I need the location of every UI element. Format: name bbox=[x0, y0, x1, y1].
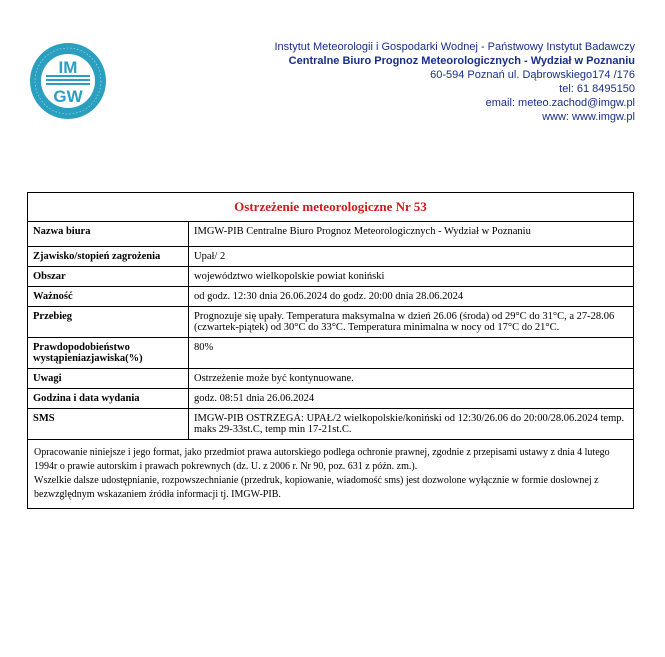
row-label: Przebieg bbox=[28, 307, 189, 338]
phone-line: tel: 61 8495150 bbox=[559, 83, 635, 95]
row-label: Prawdopodobieństwo wystąpieniazjawiska(%) bbox=[28, 338, 189, 369]
row-copyright bbox=[28, 440, 634, 509]
row-label: Zjawisko/stopień zagrożenia bbox=[28, 247, 189, 267]
row-value: IMGW-PIB OSTRZEGA: UPAŁ/2 wielkopolskie/koniński od 12:30/26.06 do 20:00/28.06.2024 temp. maks 29-33st.C, temp min 17-21st.C. bbox=[189, 409, 634, 440]
row-value: 80% bbox=[189, 338, 634, 369]
copyright-paragraph: Opracowanie niniejsze i jego format, jako przedmiot prawa autorskiego podlega ochronie prawnej, zgodnie z przepisami ustawy z dnia 4 lutego 1994r o prawie autorskim i prawach pokrewnych (dz. U. z 2006 r. Nr 90, poz. 631 z późn. zm.). bbox=[34, 447, 610, 472]
row-phenomenon bbox=[28, 247, 634, 267]
row-value: IMGW-PIB Centralne Biuro Prognoz Meteorologicznych - Wydział w Poznaniu bbox=[189, 222, 634, 247]
logo-letters-top: IM bbox=[58, 58, 78, 77]
row-value: godz. 08:51 dnia 26.06.2024 bbox=[189, 389, 634, 409]
row-probability bbox=[28, 338, 634, 369]
warning-title: Ostrzeżenie meteorologiczne Nr 53 bbox=[28, 193, 634, 222]
row-issued bbox=[28, 389, 634, 409]
row-remarks bbox=[28, 369, 634, 389]
www-line: www: www.imgw.pl bbox=[542, 111, 635, 123]
institute-name: Instytut Meteorologii i Gospodarki Wodnej - Państwowy Instytut Badawczy bbox=[274, 41, 635, 53]
imgw-logo bbox=[29, 42, 107, 120]
row-area bbox=[28, 267, 634, 287]
institution-header bbox=[215, 40, 635, 124]
row-office bbox=[28, 222, 634, 247]
row-validity bbox=[28, 287, 634, 307]
row-label: Nazwa biura bbox=[28, 222, 189, 247]
address-line: 60-594 Poznań ul. Dąbrowskiego174 /176 bbox=[430, 69, 635, 81]
row-label: Obszar bbox=[28, 267, 189, 287]
row-label: Ważność bbox=[28, 287, 189, 307]
row-value: Ostrzeżenie może być kontynuowane. bbox=[189, 369, 634, 389]
row-label: SMS bbox=[28, 409, 189, 440]
office-name: Centralne Biuro Prognoz Meteorologicznych - Wydział w Poznaniu bbox=[288, 55, 635, 67]
redistribution-paragraph: Wszelkie dalsze udostępnianie, rozpowszechnianie (przedruk, kopiowanie, wiadomość sms) jest dozwolone wyłącznie w formie doslownej z bezwzględnym wskazaniem źródła informacji tj. IMGW-PIB. bbox=[34, 475, 599, 500]
logo-letters-bottom: GW bbox=[53, 87, 83, 106]
row-value: od godz. 12:30 dnia 26.06.2024 do godz. 20:00 dnia 28.06.2024 bbox=[189, 287, 634, 307]
row-course bbox=[28, 307, 634, 338]
row-label: Godzina i data wydania bbox=[28, 389, 189, 409]
row-label: Uwagi bbox=[28, 369, 189, 389]
email-line: email: meteo.zachod@imgw.pl bbox=[485, 97, 635, 109]
warning-table bbox=[27, 192, 634, 509]
row-value: Prognozuje się upały. Temperatura maksymalna w dzień 26.06 (środa) od 29°C do 31°C, a 27-28.06 (czwartek-piątek) od 30°C do 33°C. Temperatura minimalna w nocy od 17°C do 21°C. bbox=[189, 307, 634, 338]
row-value: Upał/ 2 bbox=[189, 247, 634, 267]
copyright-notice bbox=[28, 440, 634, 509]
row-value: województwo wielkopolskie powiat koniński bbox=[189, 267, 634, 287]
row-sms bbox=[28, 409, 634, 440]
